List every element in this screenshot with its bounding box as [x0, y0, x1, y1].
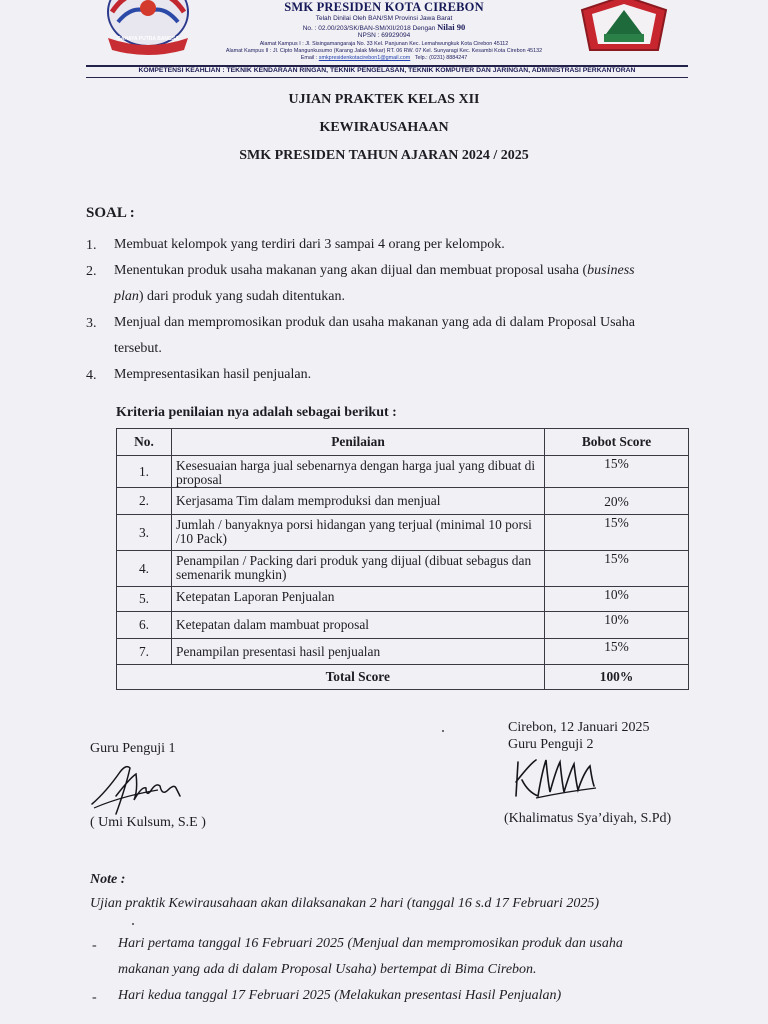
row-penilaian: Jumlah / banyaknya porsi hidangan yang terjual (minimal 10 porsi /10 Pack): [172, 515, 545, 551]
question-text-italic: plan: [114, 289, 139, 304]
row-no: 6.: [117, 612, 172, 639]
row-bobot: 15%: [545, 639, 689, 665]
table-row: [117, 612, 689, 639]
question-text: [114, 310, 704, 362]
question-text-part: Menjual dan mempromosikan produk dan usaha makanan yang ada di dalam Proposal Usaha: [114, 315, 635, 330]
question-text: Membuat kelompok yang terdiri dari 3 sampai 4 orang per kelompok.: [114, 237, 505, 252]
row-bobot: 20%: [545, 488, 689, 515]
email-label: Email :: [300, 55, 318, 61]
row-penilaian: Kerjasama Tim dalam memproduksi dan menjual: [172, 488, 545, 515]
table-header-row: [117, 429, 689, 456]
row-penilaian: Penampilan / Packing dari produk yang dijual (dibuat sebagus dan semenarik mungkin): [172, 551, 545, 587]
logo-left-caption: CAHAYA PUTRA BANGSA: [117, 36, 179, 42]
guru1-label: Guru Penguji 1: [90, 741, 176, 756]
table-row: [117, 515, 689, 551]
row-no: 5.: [117, 587, 172, 612]
bullet-marker: -: [92, 990, 97, 1005]
bullet-marker: -: [92, 938, 97, 953]
paper-speck: [442, 730, 444, 732]
exam-title: UJIAN PRAKTEK KELAS XII: [288, 92, 480, 107]
table-row: [117, 488, 689, 515]
row-penilaian: Ketepatan dalam mambuat proposal: [172, 612, 545, 639]
header-bobot: Bobot Score: [545, 429, 689, 456]
row-no: 1.: [117, 456, 172, 488]
row-penilaian: Penampilan presentasi hasil penjualan: [172, 639, 545, 665]
npsn-line: NPSN : 69929094: [357, 32, 411, 39]
grade-text: Nilai 90: [437, 22, 466, 32]
criteria-title: Kriteria penilaian nya adalah sebagai berikut :: [116, 405, 397, 420]
row-penilaian: Kesesuaian harga jual sebenarnya dengan harga jual yang dibuat di proposal: [172, 456, 545, 488]
note-bullet-line: makanan yang ada di dalam Proposal Usaha) bertempat di Bima Cirebon.: [118, 962, 537, 977]
campus1-address: Alamat Kampus I : Jl. Sisingamangaraja No. 33 Kel. Panjunan Kec. Lemahwungkuk Kota Cirebon 45112: [259, 41, 509, 47]
campus2-address: Alamat Kampus II : Jl. Cipto Mangunkusumo (Karang Jalak Mekar) RT. 06 RW. 07 Kel. Sunyaragi Kec. Kesambi Kota Cirebon 45132: [225, 48, 543, 54]
question-text-part: Menentukan produk usaha makanan yang akan dijual dan membuat proposal usaha (: [114, 263, 588, 278]
table-total-row: [117, 665, 689, 690]
row-penilaian: Ketepatan Laporan Penjualan: [172, 587, 545, 612]
row-bobot: 10%: [545, 612, 689, 639]
note-title: Note :: [90, 872, 126, 887]
total-label: Total Score: [172, 665, 545, 690]
guru2-label: Guru Penguji 2: [508, 737, 594, 752]
row-bobot: 15%: [545, 551, 689, 587]
question-text-part: tersebut.: [114, 341, 162, 356]
contact-line: [0, 54, 768, 62]
question-text: [114, 258, 704, 310]
question-text-part: ) dari produk yang sudah ditentukan.: [138, 289, 345, 304]
table-row: [117, 587, 689, 612]
row-no: 3.: [117, 515, 172, 551]
question-text: Mempresentasikan hasil penjualan.: [114, 367, 312, 382]
row-no: 2.: [117, 488, 172, 515]
table-row: [117, 551, 689, 587]
paper-speck: [132, 923, 134, 925]
total-empty-cell: [117, 665, 172, 690]
school-name: SMK PRESIDEN KOTA CIREBON: [284, 0, 484, 14]
kompetensi-line: KOMPETENSI KEAHLIAN : TEKNIK KENDARAAN RINGAN, TEKNIK PENGELASAN, TEKNIK KOMPUTER DAN JARINGAN, ADMINISTRASI PERKANTORAN: [138, 67, 636, 74]
note-bullet: Hari kedua tanggal 17 Februari 2025 (Melakukan presentasi Hasil Penjualan): [118, 988, 562, 1003]
row-bobot: 10%: [545, 587, 689, 612]
soal-label: SOAL :: [86, 205, 135, 221]
question-number: 1.: [86, 238, 97, 253]
row-bobot: 15%: [545, 456, 689, 488]
table-row: [117, 456, 689, 488]
decree-text: No. : 02.00/203/SK/BAN-SM/XII/2018 Dengan: [302, 25, 436, 32]
accreditation-line: Telah Dinilai Oleh BAN/SM Provinsi Jawa Barat: [315, 15, 453, 22]
guru2-name: (Khalimatus Sya’diyah, S.Pd): [504, 811, 672, 826]
guru1-name: ( Umi Kulsum, S.E ): [90, 815, 206, 830]
note-text: Ujian praktik Kewirausahaan akan dilaksanakan 2 hari (tanggal 16 s.d 17 Februari 2025): [90, 896, 600, 911]
header-penilaian: Penilaian: [172, 429, 545, 456]
subject-title: KEWIRAUSAHAAN: [319, 120, 449, 135]
row-no: 4.: [117, 551, 172, 587]
scoring-table: [116, 428, 689, 690]
question-number: 2.: [86, 264, 97, 279]
phone-text: Telp.: (0231) 8884247: [414, 55, 468, 61]
table-row: [117, 639, 689, 665]
question-number: 3.: [86, 316, 97, 331]
header-divider-bottom: [86, 77, 688, 78]
guru1-signature: [86, 756, 196, 818]
note-bullet-line: Hari pertama tanggal 16 Februari 2025 (Menjual dan mempromosikan produk dan usaha: [118, 936, 623, 951]
note-bullet: [118, 931, 698, 983]
question-text-italic: business: [587, 263, 635, 278]
header-no: No.: [117, 429, 172, 456]
question-number: 4.: [86, 368, 97, 383]
total-value: 100%: [545, 665, 689, 690]
row-no: 7.: [117, 639, 172, 665]
row-bobot: 15%: [545, 515, 689, 551]
email-link[interactable]: smkpresidenkotacirebon1@gmail.com: [318, 55, 411, 61]
school-year-title: SMK PRESIDEN TAHUN AJARAN 2024 / 2025: [239, 148, 529, 163]
guru2-signature: [508, 752, 612, 804]
place-date: Cirebon, 12 Januari 2025: [508, 720, 650, 735]
